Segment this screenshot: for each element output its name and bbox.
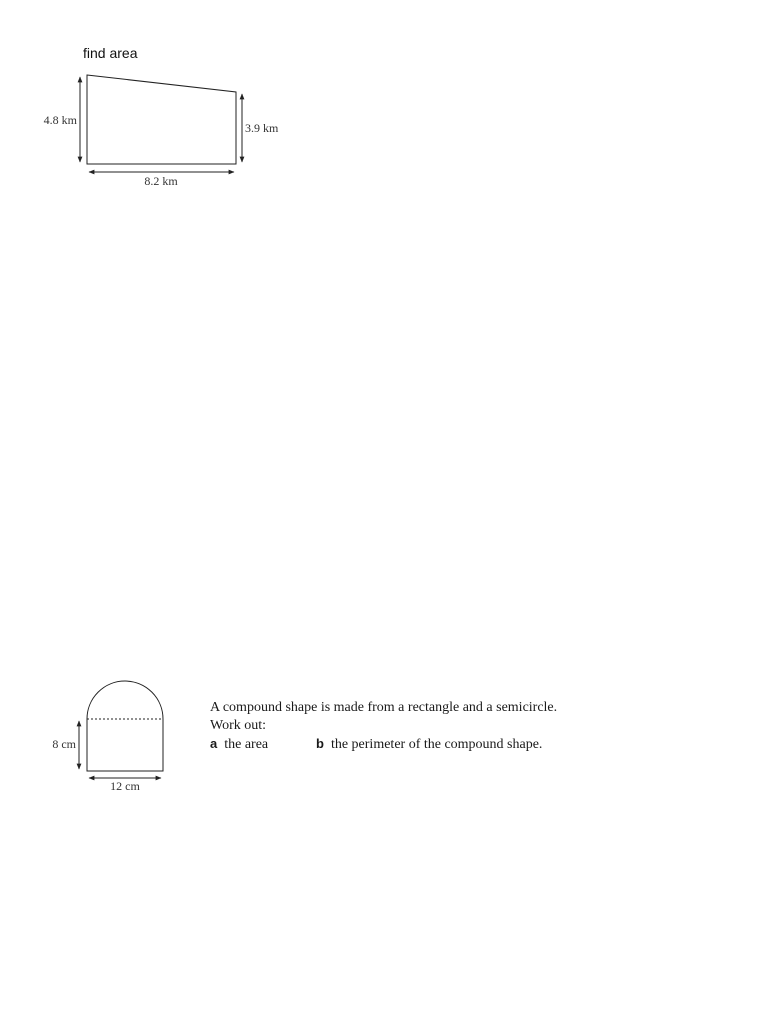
- part-a: [210, 735, 316, 754]
- base-label: 8.2 km: [144, 174, 178, 188]
- part-b: [316, 735, 542, 754]
- trapezium-shape: [87, 75, 236, 164]
- part-b-text: the perimeter of the compound shape.: [330, 737, 543, 752]
- question-line-2: Work out:: [210, 718, 267, 733]
- height-label: 8 cm: [52, 737, 76, 751]
- part-a-letter: a: [210, 736, 218, 751]
- question-parts: [210, 735, 557, 754]
- rectangle-shape: [87, 719, 163, 771]
- question-line-1: A compound shape is made from a rectangle and a semicircle.: [210, 700, 558, 715]
- part-b-letter: b: [316, 736, 324, 751]
- semicircle-arc: [87, 681, 163, 719]
- compound-shape-figure: [0, 670, 200, 800]
- width-label: 12 cm: [110, 779, 140, 793]
- trapezium-figure: [0, 60, 300, 200]
- left-side-label: 4.8 km: [43, 113, 77, 127]
- question-text: [210, 699, 557, 754]
- part-a-text: the area: [224, 737, 269, 752]
- page-heading: find area: [83, 45, 138, 61]
- right-side-label: 3.9 km: [245, 121, 279, 135]
